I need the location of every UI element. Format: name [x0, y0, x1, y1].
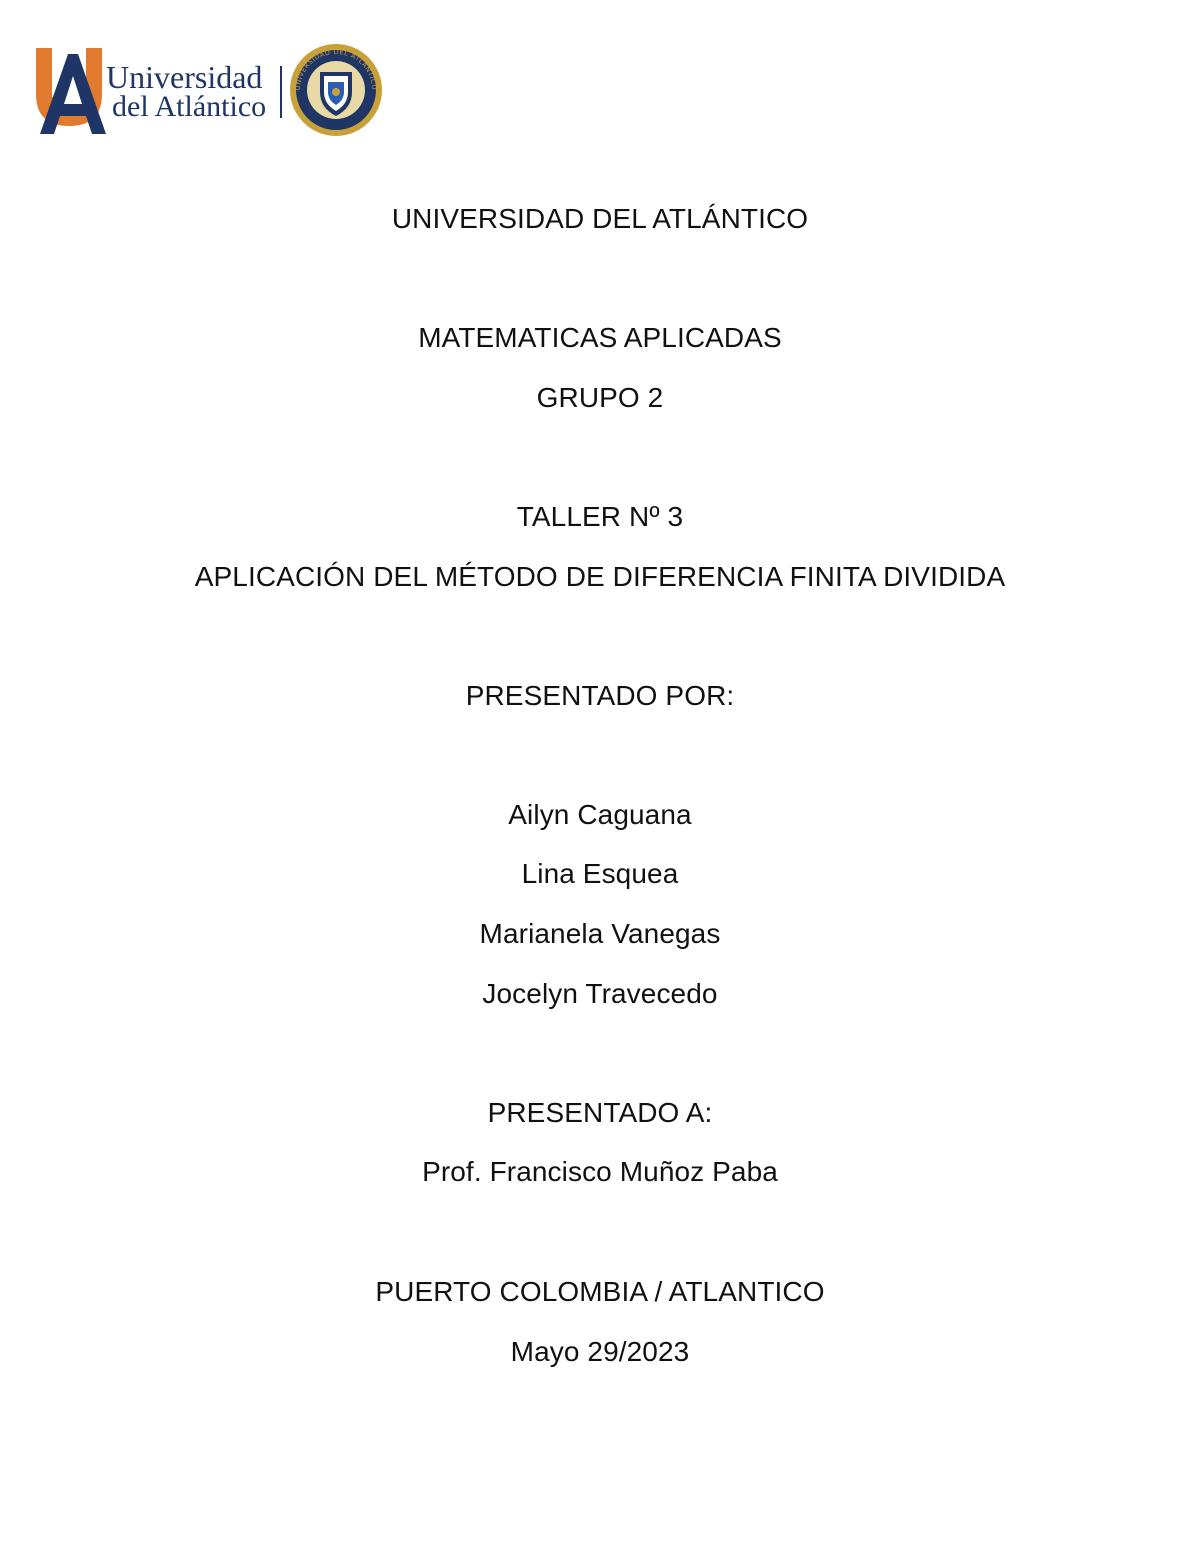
group-label: GRUPO 2 [536, 382, 664, 413]
author-name: Marianela Vanegas [479, 918, 721, 949]
author-name: Jocelyn Travecedo [482, 978, 718, 1009]
university-logo [34, 40, 394, 140]
location: PUERTO COLOMBIA / ATLANTICO [375, 1276, 825, 1307]
logo-divider [280, 66, 282, 118]
ua-monogram-icon [36, 48, 106, 134]
presented-to-label: PRESENTADO A: [487, 1097, 713, 1128]
university-logo-graphic [34, 40, 394, 140]
logo-wordmark-line1: Universidad [106, 59, 263, 95]
logo-wordmark-line2: del Atlántico [112, 90, 267, 123]
university-seal-icon [290, 44, 382, 136]
workshop-number: TALLER Nº 3 [516, 501, 684, 532]
author-name: Lina Esquea [521, 858, 679, 889]
seal-text: UNIVERSIDAD DEL ATLÁNTICO [293, 47, 379, 91]
professor-name: Prof. Francisco Muñoz Paba [422, 1156, 778, 1187]
presented-by-label: PRESENTADO POR: [465, 680, 735, 711]
workshop-topic: APLICACIÓN DEL MÉTODO DE DIFERENCIA FINITA DIVIDIDA [194, 561, 1006, 592]
course-name: MATEMATICAS APLICADAS [418, 322, 782, 353]
university-name: UNIVERSIDAD DEL ATLÁNTICO [391, 203, 809, 234]
date: Mayo 29/2023 [510, 1336, 690, 1367]
author-name: Ailyn Caguana [508, 799, 692, 830]
